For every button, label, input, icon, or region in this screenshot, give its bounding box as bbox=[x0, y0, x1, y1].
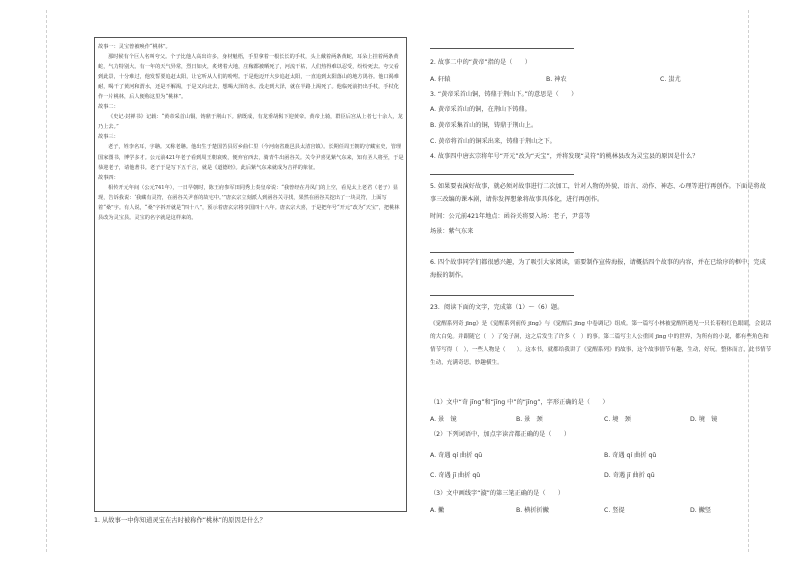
question-1: 1. 从故事一中你知道灵宝在古时被称作“桃林”的原因是什么？ bbox=[94, 517, 266, 524]
s1-option-c[interactable]: C. 境 颈 bbox=[604, 416, 631, 423]
question-6: 6. 四个故事同学们都很感兴趣，为了吸引大家阅读，需要制作宣传海报，请概括四个故事的内容，并在已给序的框中，完成海报的制作。 bbox=[430, 259, 766, 279]
s1-option-a[interactable]: A. 景 镜 bbox=[430, 416, 457, 423]
passage-paragraph: 故事二： bbox=[98, 104, 119, 111]
reading-passage-text bbox=[98, 42, 404, 223]
s2-option-b[interactable]: B. 奇遇 qí 曲折 qǔ bbox=[604, 452, 657, 459]
answer-line bbox=[430, 252, 574, 253]
s3-option-a[interactable]: A. 撇 bbox=[430, 507, 445, 514]
s3-option-d[interactable]: D. 撇竖 bbox=[690, 507, 712, 514]
q2-option-c[interactable]: C. 蚩尤 bbox=[660, 76, 681, 83]
s1-option-b[interactable]: B. 景 颈 bbox=[516, 416, 543, 423]
question-5-time: 时间：公元前421年地点：函谷关将要入场：老子，尹喜等 bbox=[430, 213, 591, 220]
passage-paragraph: 故事一：灵宝曾被唤作“桃林”。 bbox=[98, 44, 171, 50]
passage-paragraph: 《史记·封禅书》记载：“黄帝采首山铜，铸鼎于荆山下。鼎既成，有龙垂胡髯下迎黄帝。黄帝上骑，群臣后宫从上者七十余人，龙乃上去。” bbox=[98, 114, 403, 131]
s3-option-c[interactable]: C. 竖提 bbox=[604, 507, 625, 514]
passage-paragraph: 那时候有个巨人名叫夸父。个子比他人高出许多，身材魁梧，手里拿着一根长长的手杖，头上戴着两条黄蛇，耳朵上挂着两条黄蛇，气力特别大。有一年的天气异常，烈日如火，炙烤着大地，庄稼都被晒死了，河流干枯，人们热得难以忍受，纷纷死去。夸父看到此景，十分难过，他发誓要追赶太阳，让它听从人们的吩咐。于是他迈开大步追赶太阳，一直追到太阳落山的地方禺谷。他口渴难耐，喝干了黄河和渭水，还是不解渴，于是又向北去，想喝大泽的水。没走到大泽，就在半路上渴死了。他临死前扔出手杖，手杖化作一片桃林，后人便称这里为“桃林”。 bbox=[98, 54, 399, 101]
s3-option-b[interactable]: B. 横折折撇 bbox=[516, 507, 549, 514]
sub-question-2: （2）下列词语中，加点字读音都正确的是（ ） bbox=[430, 431, 571, 438]
q2-option-a[interactable]: A. 轩辕 bbox=[430, 76, 451, 83]
question-23-passage: 《觉醒系列奇 jīng》是《觉醒系列前传 jīng》与《觉醒后 jīng 中卷调记》组成。第一篇写小林被觉醒所遇见一只长着粉红色眼睛，会说话的大白兔。并跟随它（ ）了兔子洞，这之后发生了许多（ ）的事。第二篇写主人公重回 jīng 中的世界，为所有的小说，都有些角色和情节写得（ ），一些人物是（ ）。这本书，就都给我讲了《觉醒系列》的故事，这个故事情节有趣，生动，好玩。整体而言，此书情节生动，充满奇思，妙趣横生。 bbox=[430, 321, 772, 366]
s2-option-c[interactable]: C. 奇遇 jī 曲折 qǔ bbox=[430, 472, 481, 479]
sub-question-1: （1）文中“奇 jīng”和“jīng 中”的“jīng”，字形正确的是（ ） bbox=[430, 399, 609, 406]
s2-option-d[interactable]: D. 奇遇 jī 曲折 qū bbox=[604, 472, 655, 479]
sub-question-3: （3）文中画线字“漩”的第三笔正确的是（ ） bbox=[430, 490, 565, 497]
passage-paragraph: 故事三： bbox=[98, 134, 119, 141]
q3-option-a[interactable]: A. 黄帝采首山的铜，在荆山下铸鼎。 bbox=[430, 106, 531, 113]
passage-paragraph: 故事四： bbox=[98, 174, 119, 181]
question-5-scene: 场景：紫气东来 bbox=[430, 228, 474, 235]
question-23: 23．阅读下面的文字，完成第（1）～（6）题。 bbox=[430, 304, 564, 311]
question-3: 3. “黄帝采首山铜，铸鼎于荆山下。”的意思是（ ） bbox=[430, 91, 578, 98]
answer-line bbox=[430, 295, 574, 296]
answer-line bbox=[430, 48, 574, 49]
s1-option-d[interactable]: D. 境 镜 bbox=[690, 416, 718, 423]
question-5: 5. 如果要表演好故事，就必须对故事进行二次加工，针对人物的外貌、语言、动作、神态、心理等进行再创作。下面是将故事三改编的课本剧，请你发挥想象将故事具体化，进行再创作。 bbox=[430, 183, 766, 203]
passage-paragraph: 老子，姓李名耳，字聃。又称老聃。他出生于楚国苦县厉乡曲仁里（今河南省鹿邑县太清宫镇）。长期任周王朝的守藏室史，管理国家图书，博学多才。公元前421年老子看到周王朝衰败，便弃官西去，骑青牛出函谷关。关令尹喜见紫气东来，知有圣人将至，于是恭迎老子，请他著书。老子于是写下五千言，就是《道德经》。此后紫气东来就成为吉祥的象征。 bbox=[98, 144, 404, 171]
binding-line-left bbox=[46, 10, 48, 552]
s2-option-a[interactable]: A. 奇遇 qí 曲折 qū bbox=[430, 452, 483, 459]
q3-option-c[interactable]: C. 黄帝将首山的铜采出来，铸鼎于荆山之下。 bbox=[430, 138, 556, 145]
q3-option-b[interactable]: B. 黄帝采集首山的铜，铸鼎于荆山上。 bbox=[430, 122, 538, 129]
q2-option-b[interactable]: B. 神农 bbox=[546, 76, 567, 83]
question-2: 2. 故事二中的“黄帝”指的是（ ） bbox=[430, 59, 531, 66]
question-4: 4. 故事四中唐玄宗将年号“开元”改为“天宝”，并将发现“灵符”的桃林县改为灵宝县的原因是什么？ bbox=[430, 153, 699, 160]
answer-line bbox=[430, 174, 574, 175]
passage-paragraph: 相传开元年间（公元741年），一日早朝时，陈王府参军田同秀上奏皇帝说：“我曾经在丹凤门的上空，看见太上老君（老子）显现，告诉我说：‘我藏有灵符，在函谷关尹喜的故宅中。’”唐玄宗立刻派人到函谷关寻找，果然在函谷关挖出了一块灵符，上面写着“桑”字。有人说，“桑”字拆开就是“四十八”，预示着唐玄宗将享国四十八年。唐玄宗大喜，于是把年号“开元”改为“天宝”，把桃林县改为灵宝县。灵宝的名字就是这样来的。 bbox=[98, 184, 400, 221]
